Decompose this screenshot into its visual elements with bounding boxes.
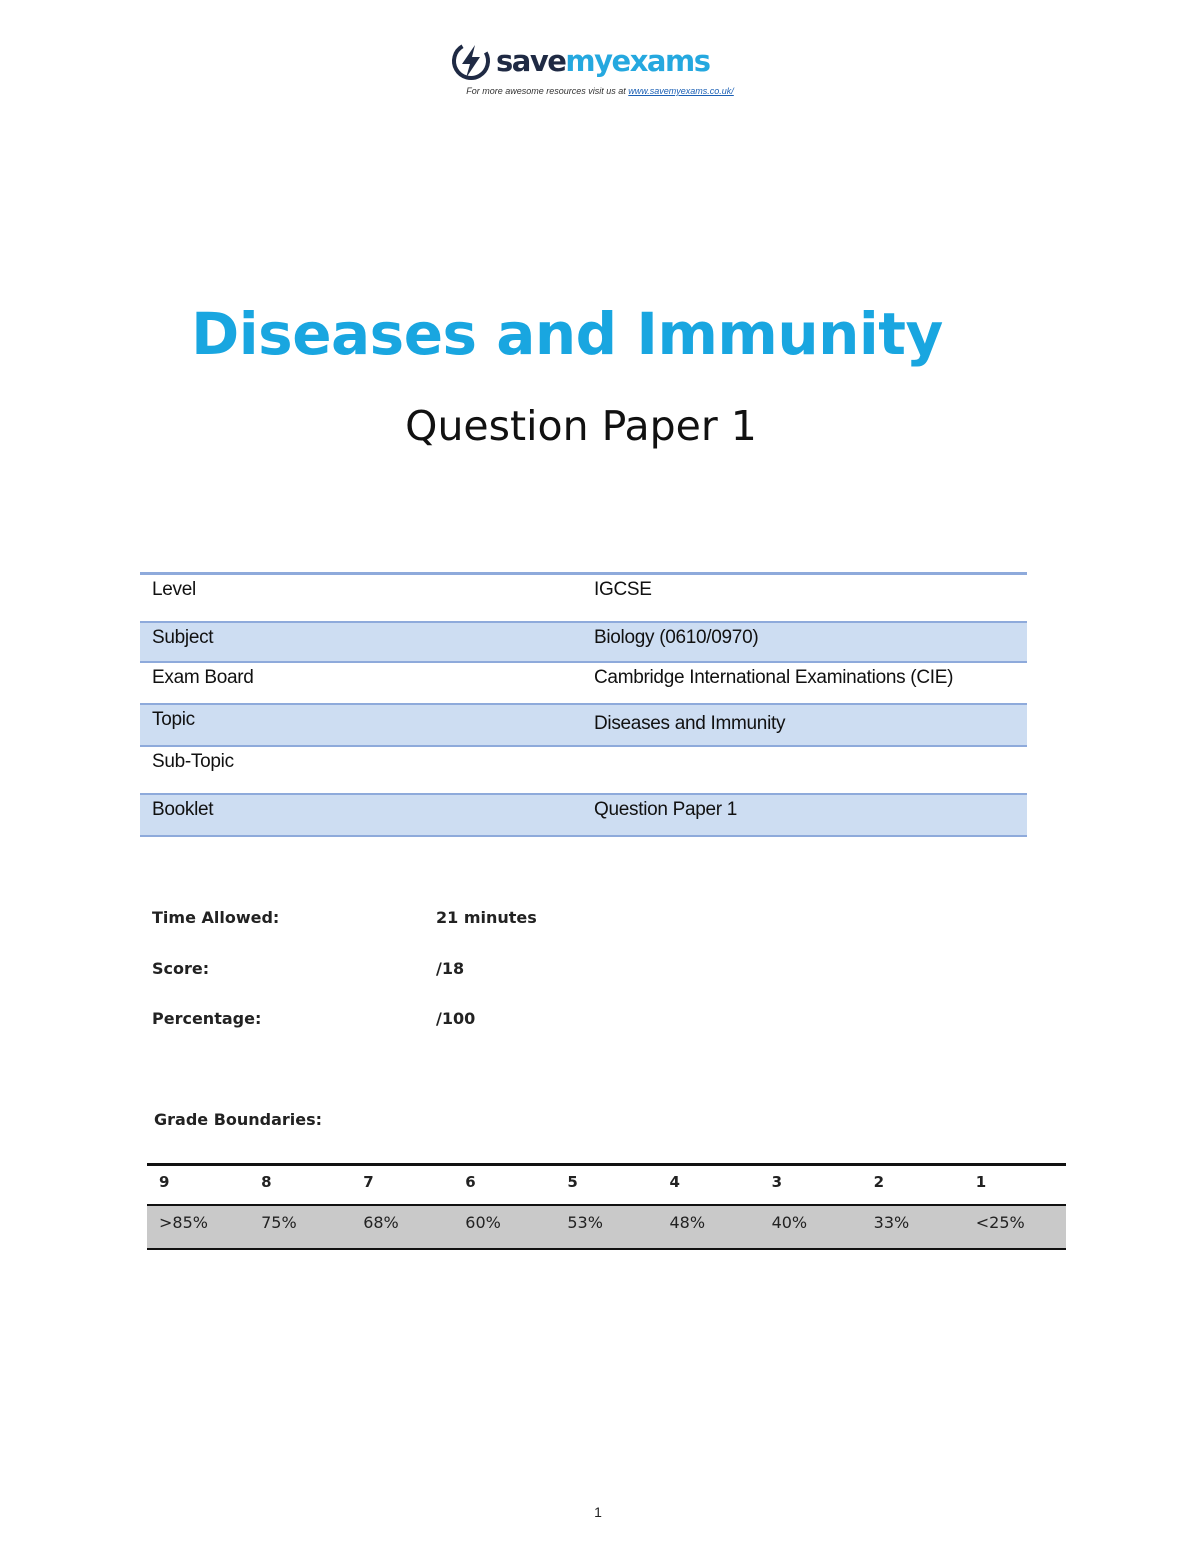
score bbox=[152, 959, 465, 978]
grade-cell: 3 bbox=[771, 1173, 782, 1191]
logo-text-myexams: myexams bbox=[565, 43, 710, 78]
score-label: Score: bbox=[152, 959, 210, 978]
logo-wordmark bbox=[496, 43, 710, 78]
tagline bbox=[0, 86, 1200, 96]
percentage-row bbox=[147, 1204, 1066, 1250]
info-row-topic bbox=[140, 703, 1027, 747]
grade-cell: 8 bbox=[261, 1173, 272, 1191]
grade-table bbox=[147, 1163, 1066, 1250]
percentage-label: Percentage: bbox=[152, 1009, 262, 1028]
info-value: Diseases and Immunity bbox=[594, 713, 786, 734]
time-allowed-label: Time Allowed: bbox=[152, 908, 280, 927]
time-allowed bbox=[152, 908, 537, 927]
percentage-cell: 60% bbox=[465, 1213, 501, 1232]
percentage-value: /100 bbox=[436, 1009, 476, 1028]
info-value: IGCSE bbox=[594, 579, 652, 600]
info-row-sub-topic bbox=[140, 747, 1027, 793]
info-label: Topic bbox=[152, 709, 195, 730]
info-value: Question Paper 1 bbox=[594, 799, 738, 820]
info-label: Subject bbox=[152, 627, 214, 648]
grade-row bbox=[147, 1163, 1066, 1204]
percentage-cell: 40% bbox=[771, 1213, 808, 1232]
info-row-level bbox=[140, 575, 1027, 621]
percentage-cell: 48% bbox=[669, 1213, 706, 1232]
info-table bbox=[140, 572, 1027, 837]
grade-cell: 4 bbox=[669, 1173, 680, 1191]
info-value bbox=[594, 747, 1027, 751]
page-subtitle: Question Paper 1 bbox=[405, 402, 757, 450]
grade-cell: 9 bbox=[159, 1173, 170, 1191]
tagline-prefix: For more awesome resources visit us at bbox=[466, 86, 629, 96]
info-row-exam-board bbox=[140, 663, 1027, 703]
info-row-booklet bbox=[140, 793, 1027, 837]
percentage-cell: 33% bbox=[873, 1213, 910, 1232]
info-label: Sub-Topic bbox=[152, 751, 234, 772]
percentage-cell: 68% bbox=[363, 1213, 399, 1232]
percentage-cell: 53% bbox=[567, 1213, 603, 1232]
grade-boundaries-heading: Grade Boundaries: bbox=[154, 1110, 323, 1129]
info-row-subject bbox=[140, 621, 1027, 663]
page-title: Diseases and Immunity bbox=[191, 300, 943, 368]
percentage-cell: >85% bbox=[159, 1213, 208, 1232]
info-label: Booklet bbox=[152, 799, 214, 820]
lightning-bolt-icon bbox=[450, 40, 492, 82]
percentage-cell: <25% bbox=[975, 1213, 1025, 1232]
time-allowed-value: 21 minutes bbox=[436, 908, 537, 927]
page-number: 1 bbox=[594, 1504, 602, 1520]
info-value: Cambridge International Examinations (CIE) bbox=[594, 667, 954, 688]
logo-text-save: save bbox=[496, 43, 566, 78]
grade-cell: 2 bbox=[873, 1173, 885, 1191]
info-value: Biology (0610/0970) bbox=[594, 627, 759, 648]
info-label: Level bbox=[152, 579, 196, 600]
website-link[interactable]: www.savemyexams.co.uk/ bbox=[628, 86, 734, 96]
grade-cell: 7 bbox=[363, 1173, 374, 1191]
info-label: Exam Board bbox=[152, 667, 254, 688]
grade-cell: 6 bbox=[465, 1173, 476, 1191]
grade-cell: 5 bbox=[567, 1173, 578, 1191]
percentage-cell: 75% bbox=[261, 1213, 297, 1232]
percentage bbox=[152, 1009, 476, 1028]
logo bbox=[450, 36, 709, 86]
score-value: /18 bbox=[436, 959, 465, 978]
grade-cell: 1 bbox=[975, 1173, 987, 1191]
